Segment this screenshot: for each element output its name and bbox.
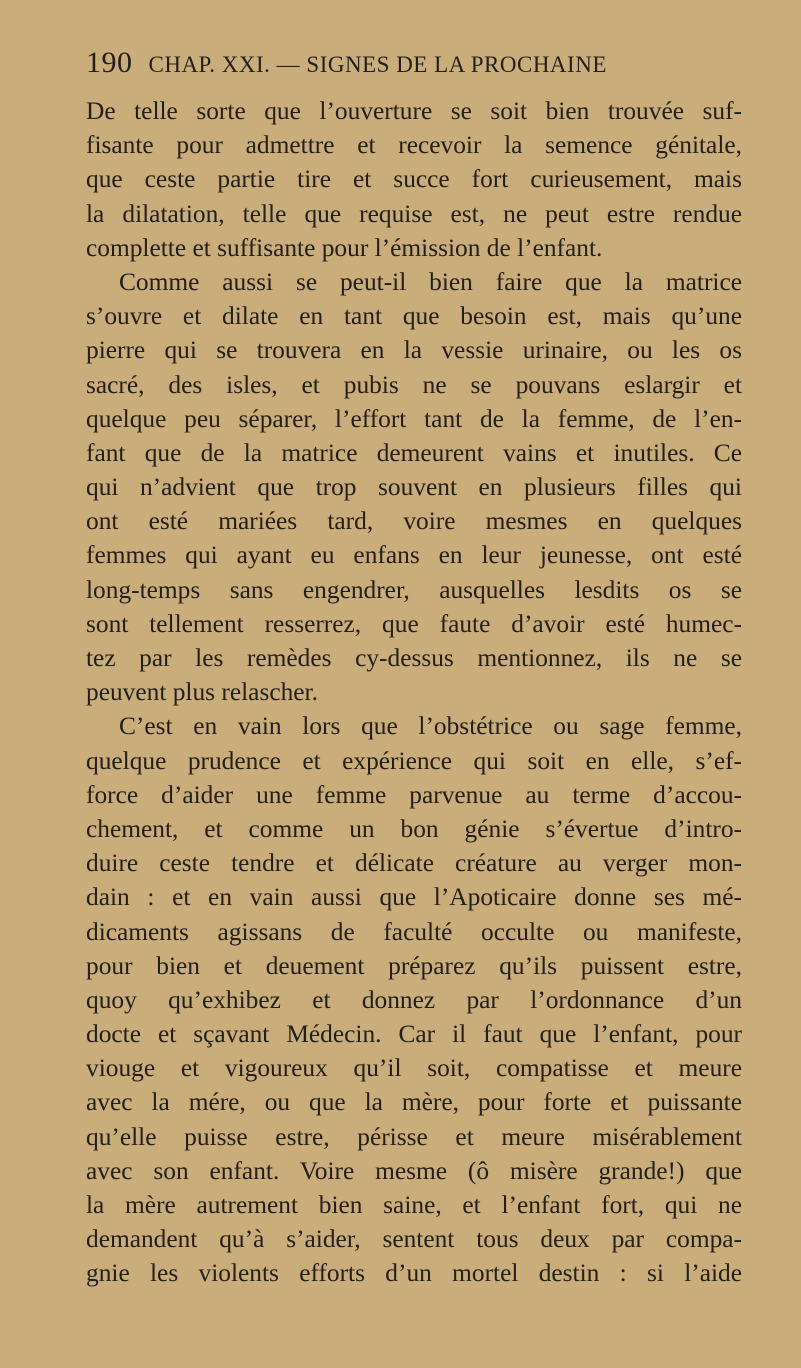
text-line: quelque prudence et expérience qui soit en elle, s’ef- xyxy=(86,746,742,775)
text-line: viouge et vigoureux qu’il soit, compatisse et meure xyxy=(86,1054,742,1083)
text-line: demandent qu’à s’aider, sentent tous deux par compa- xyxy=(86,1225,742,1254)
text-line: C’est en vain lors que l’obstétrice ou sage femme, xyxy=(119,712,742,741)
text-line: femmes qui ayant eu enfans en leur jeunesse, ont esté xyxy=(86,541,742,570)
text-line: pierre qui se trouvera en la vessie urinaire, ou les os xyxy=(86,336,742,365)
text-line: long-temps sans engendrer, ausquelles lesdits os se xyxy=(86,575,742,604)
text-line: sont tellement resserrez, que faute d’avoir esté humec- xyxy=(86,609,742,638)
text-line: quelque peu séparer, l’effort tant de la femme, de l’en- xyxy=(86,404,742,433)
text-line: ont esté mariées tard, voire mesmes en quelques xyxy=(86,507,742,536)
text-line: peuvent plus relascher. xyxy=(86,678,318,707)
text-line: tez par les remèdes cy-dessus mentionnez, ils ne se xyxy=(86,644,742,672)
body-text xyxy=(86,94,742,1291)
chapter-title: CHAP. XXI. — SIGNES DE LA PROCHAINE xyxy=(148,52,607,77)
text-line: la mère autrement bien saine, et l’enfant fort, qui ne xyxy=(86,1191,742,1219)
running-head xyxy=(86,46,736,86)
text-line: avec la mére, ou que la mère, pour forte et puissante xyxy=(86,1088,742,1117)
text-line: fisante pour admettre et recevoir la semence génitale, xyxy=(86,131,742,160)
text-line: dicaments agissans de faculté occulte ou manifeste, xyxy=(86,917,742,946)
text-line: dain : et en vain aussi que l’Apoticaire donne ses mé- xyxy=(86,883,742,912)
text-line: force d’aider une femme parvenue au terme d’accou- xyxy=(86,780,742,809)
text-line: De telle sorte que l’ouverture se soit bien trouvée suf- xyxy=(86,97,742,125)
text-line: qu’elle puisse estre, périsse et meure misérablement xyxy=(86,1122,742,1151)
text-line: docte et sçavant Médecin. Car il faut que l’enfant, pour xyxy=(86,1020,742,1049)
text-line: chement, et comme un bon génie s’évertue d’intro- xyxy=(86,814,742,843)
text-line: la dilatation, telle que requise est, ne peut estre rendue xyxy=(86,199,742,228)
text-line: pour bien et deuement préparez qu’ils puissent estre, xyxy=(86,951,742,980)
text-line: gnie les violents efforts d’un mortel destin : si l’aide xyxy=(86,1259,742,1288)
page-number: 190 xyxy=(86,46,133,79)
text-line: duire ceste tendre et délicate créature au verger mon- xyxy=(86,849,742,878)
text-line: Comme aussi se peut-il bien faire que la matrice xyxy=(119,267,742,296)
text-line: complette et suffisante pour l’émission de l’enfant. xyxy=(86,233,603,262)
text-line: quoy qu’exhibez et donnez par l’ordonnance d’un xyxy=(86,985,742,1014)
text-line: fant que de la matrice demeurent vains et inutiles. Ce xyxy=(86,438,742,467)
text-line: avec son enfant. Voire mesme (ô misère grande!) que xyxy=(86,1156,742,1185)
text-line: que ceste partie tire et succe fort curieusement, mais xyxy=(86,165,742,194)
text-line: qui n’advient que trop souvent en plusieurs filles qui xyxy=(86,473,742,502)
text-line: s’ouvre et dilate en tant que besoin est, mais qu’une xyxy=(86,302,742,331)
text-line: sacré, des isles, et pubis ne se pouvans eslargir et xyxy=(86,370,742,399)
